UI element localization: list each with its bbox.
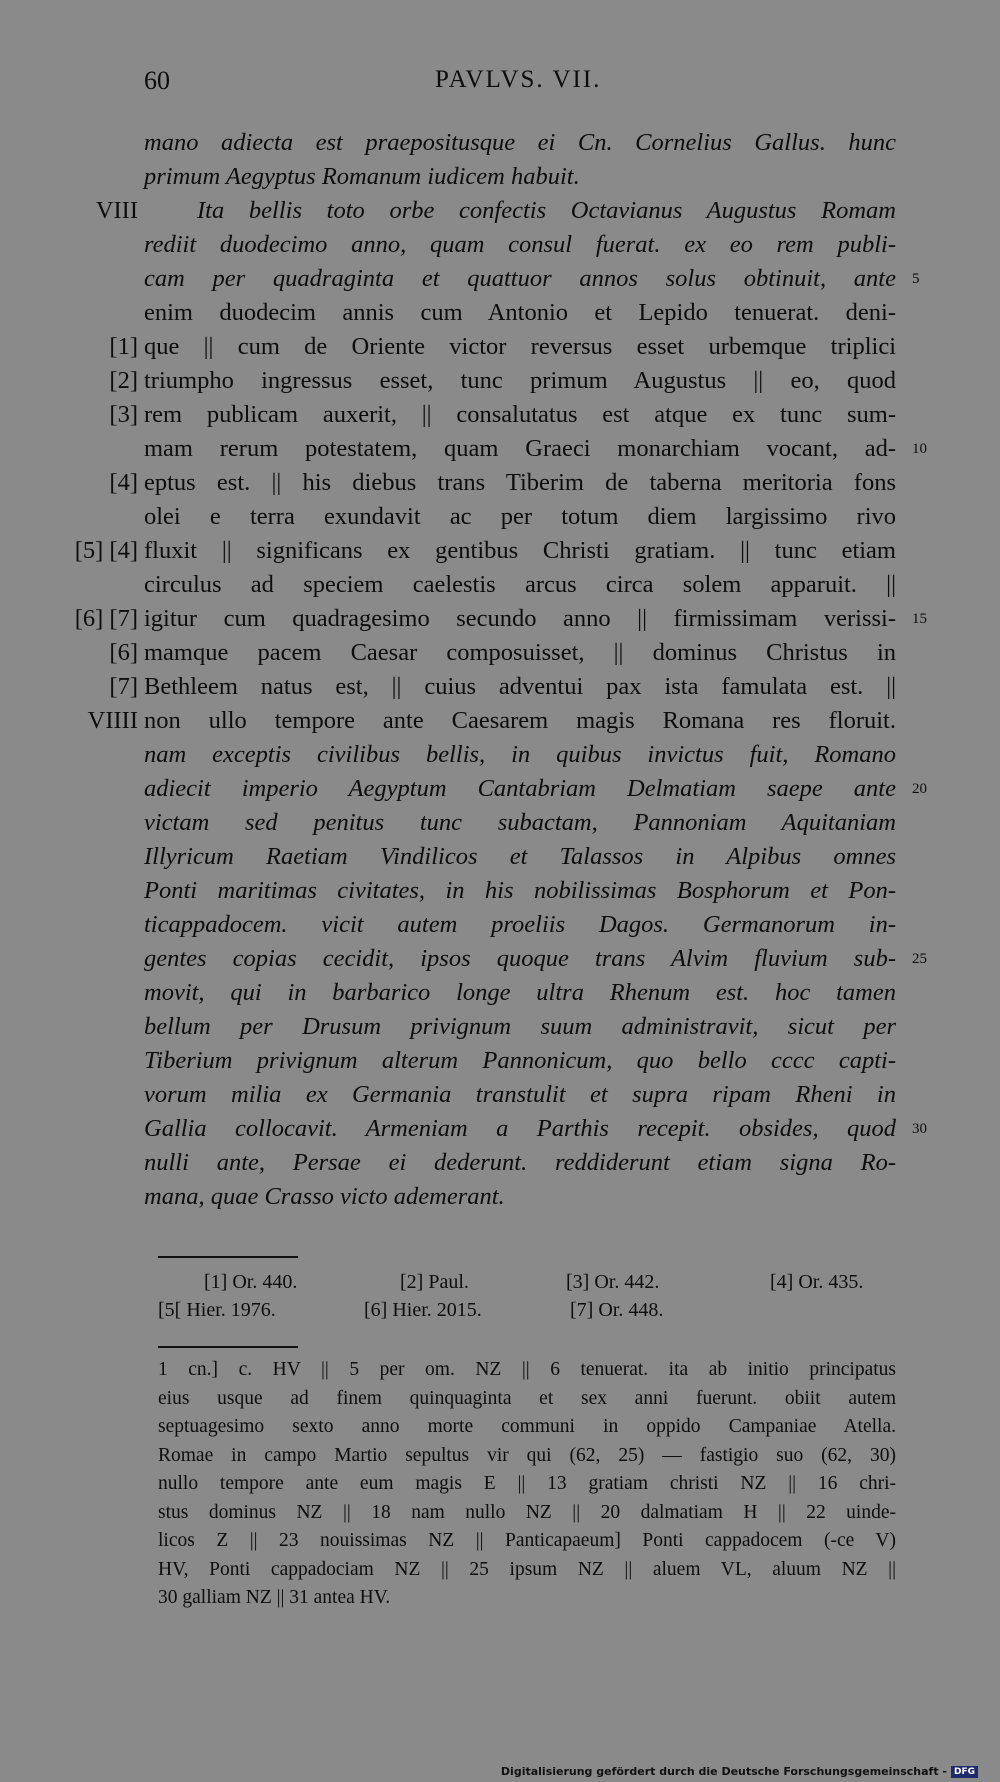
- line-number: 15: [912, 611, 927, 627]
- text-line: triumpho ingressus esset, tunc primum Augustus || eo, quod: [144, 367, 896, 394]
- text-line: nam exceptis civilibus bellis, in quibus invictus fuit, Romano: [144, 741, 896, 768]
- line-number: 25: [912, 951, 927, 967]
- reference-entry: [5[ Hier. 1976.: [158, 1299, 276, 1321]
- text-line: mana, quae Crasso victo ademerant.: [144, 1183, 505, 1210]
- text-line: Ita bellis toto orbe confectis Octavianus Augustus Romam: [197, 197, 896, 224]
- text-line: Ponti maritimas civitates, in his nobilissimas Bosphorum et Pon-: [144, 877, 896, 904]
- note-line: HV, Ponti cappadociam NZ || 25 ipsum NZ || aluem VL, aluum NZ ||: [158, 1558, 896, 1580]
- page-number: 60: [144, 66, 170, 95]
- text-line: que || cum de Oriente victor reversus esset urbemque triplici: [144, 333, 896, 360]
- text-line: nulli ante, Persae ei dederunt. reddiderunt etiam signa Ro-: [144, 1149, 896, 1176]
- note-line: licos Z || 23 nouissimas NZ || Panticapaeum] Ponti cappadocem (-ce V): [158, 1530, 896, 1551]
- line-number: 5: [912, 271, 920, 287]
- text-line: Tiberium privignum alterum Pannonicum, quo bello cccc capti-: [144, 1047, 896, 1074]
- note-line: Romae in campo Martio sepultus vir qui (62, 25) — fastigio suo (62, 30): [158, 1444, 896, 1466]
- note-line: 1 cn.] c. HV || 5 per om. NZ || 6 tenuerat. ita ab initio principatus: [158, 1359, 896, 1380]
- reference-entry: [2] Paul.: [400, 1271, 469, 1293]
- text-line: circulus ad speciem caelestis arcus circa solem apparuit. ||: [144, 571, 896, 598]
- reference-rule: [158, 1256, 298, 1258]
- text-line: movit, qui in barbarico longe ultra Rhenum est. hoc tamen: [144, 979, 896, 1006]
- text-line: mam rerum potestatem, quam Graeci monarchiam vocant, ad-: [144, 435, 896, 462]
- note-line: septuagesimo sexto anno morte communi in oppido Campaniae Atella.: [158, 1416, 896, 1437]
- margin-marker: [7]: [109, 673, 138, 700]
- text-line: victam sed penitus tunc subactam, Pannoniam Aquitaniam: [144, 809, 896, 836]
- reference-entry: [4] Or. 435.: [770, 1271, 864, 1293]
- note-line: eius usque ad finem quinquaginta et sex anni fuerunt. obiit autem: [158, 1387, 896, 1409]
- text-line: bellum per Drusum privignum suum administravit, sicut per: [144, 1013, 896, 1040]
- text-line: enim duodecim annis cum Antonio et Lepido tenuerat. deni-: [144, 299, 896, 326]
- reference-entry: [6] Hier. 2015.: [364, 1299, 482, 1321]
- text-line: igitur cum quadragesimo secundo anno || firmissimam verissi-: [144, 605, 896, 632]
- text-line: mano adiecta est praepositusque ei Cn. Cornelius Gallus. hunc: [144, 129, 896, 156]
- margin-marker: [5] [4]: [74, 537, 138, 564]
- text-line: primum Aegyptus Romanum iudicem habuit.: [144, 163, 580, 190]
- digitization-footer: [501, 1765, 978, 1778]
- text-line: gentes copias cecidit, ipsos quoque trans Alvim fluvium sub-: [144, 945, 896, 972]
- text-line: Gallia collocavit. Armeniam a Parthis recepit. obsides, quod: [144, 1115, 896, 1142]
- margin-marker: [4]: [109, 469, 138, 496]
- margin-marker: [2]: [109, 367, 138, 394]
- text-line: fluxit || significans ex gentibus Christi gratiam. || tunc etiam: [144, 537, 896, 564]
- line-number: 20: [912, 781, 927, 797]
- reference-entry: [7] Or. 448.: [570, 1299, 664, 1321]
- text-line: cam per quadraginta et quattuor annos solus obtinuit, ante: [144, 265, 896, 292]
- text-line: eptus est. || his diebus trans Tiberim de taberna meritoria fons: [144, 469, 896, 496]
- text-line: Bethleem natus est, || cuius adventui pax ista famulata est. ||: [144, 673, 896, 700]
- text-line: ticappadocem. vicit autem proeliis Dagos. Germanorum in-: [144, 911, 896, 938]
- text-line: vorum milia ex Germania transtulit et supra ripam Rheni in: [144, 1081, 896, 1108]
- dfg-logo: DFG: [951, 1766, 978, 1778]
- note-line: stus dominus NZ || 18 nam nullo NZ || 20 dalmatiam H || 22 uinde-: [158, 1501, 896, 1523]
- notes-rule: [158, 1346, 298, 1348]
- text-line: adiecit imperio Aegyptum Cantabriam Delmatiam saepe ante: [144, 775, 896, 802]
- margin-marker: [1]: [109, 333, 138, 360]
- footer-text: Digitalisierung gefördert durch die Deutsche Forschungsgemeinschaft -: [500, 1765, 947, 1778]
- text-line: Illyricum Raetiam Vindilicos et Talassos in Alpibus omnes: [144, 843, 896, 870]
- text-line: olei e terra exundavit ac per totum diem largissimo rivo: [144, 503, 896, 530]
- line-number: 10: [912, 441, 927, 457]
- text-line: mamque pacem Caesar composuisset, || dominus Christus in: [144, 639, 896, 666]
- line-number: 30: [912, 1121, 927, 1137]
- note-line: nullo tempore ante eum magis E || 13 gratiam christi NZ || 16 chri-: [158, 1473, 896, 1494]
- text-line: rediit duodecimo anno, quam consul fuerat. ex eo rem publi-: [144, 231, 896, 258]
- reference-entry: [3] Or. 442.: [566, 1271, 660, 1293]
- running-head: PAVLVS. VII.: [435, 66, 602, 93]
- text-line: rem publicam auxerit, || consalutatus est atque ex tunc sum-: [144, 401, 896, 428]
- margin-marker: VIII: [95, 197, 138, 224]
- margin-marker: [6] [7]: [74, 605, 138, 632]
- margin-marker: [3]: [109, 401, 138, 428]
- margin-marker: [6]: [109, 639, 138, 666]
- note-line: 30 galliam NZ || 31 antea HV.: [158, 1587, 391, 1608]
- text-line: non ullo tempore ante Caesarem magis Romana res floruit.: [144, 707, 896, 734]
- reference-entry: [1] Or. 440.: [204, 1271, 298, 1293]
- margin-marker: VIIII: [87, 707, 138, 734]
